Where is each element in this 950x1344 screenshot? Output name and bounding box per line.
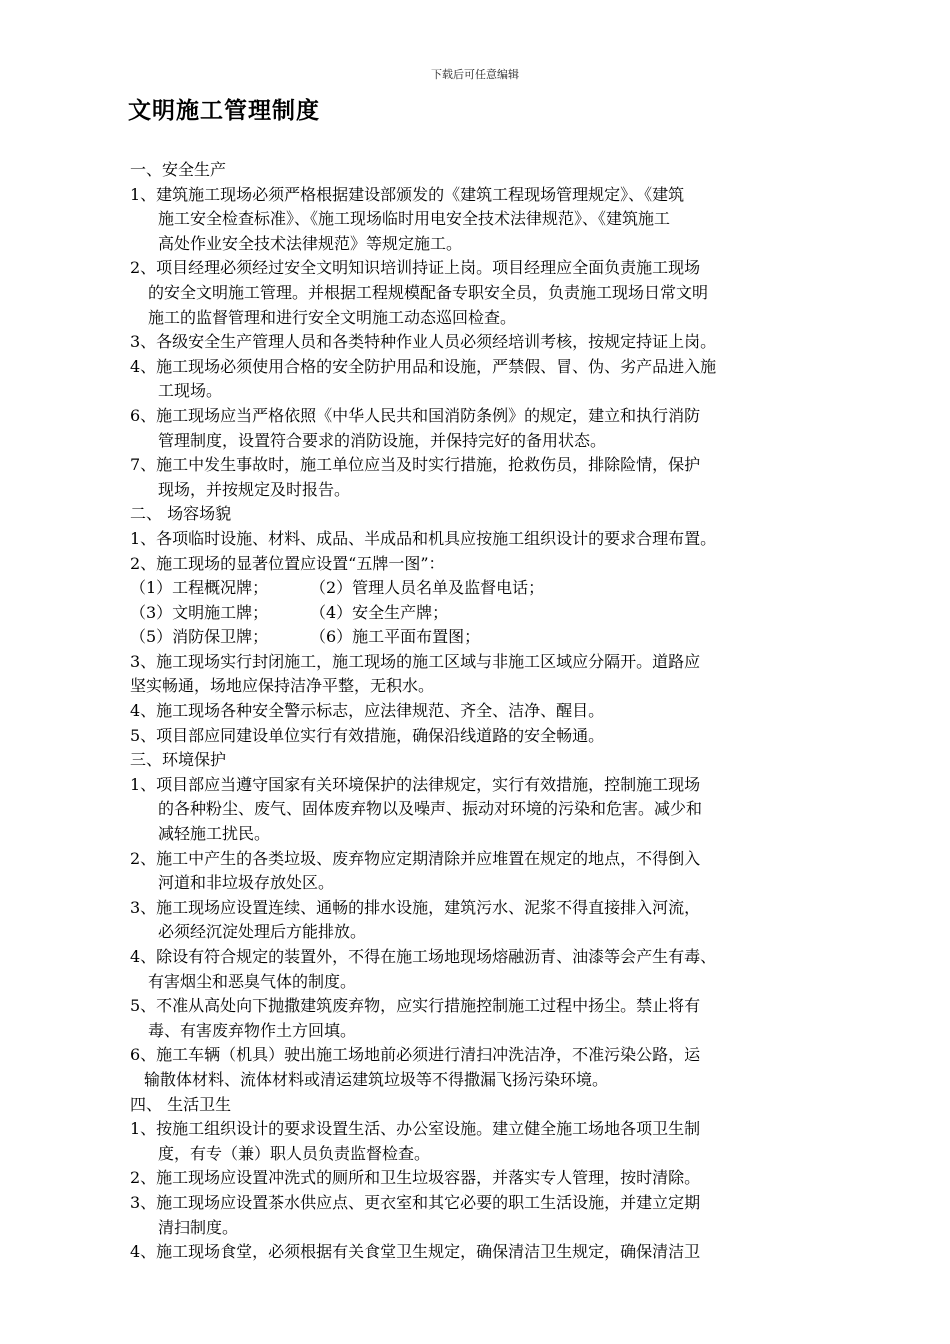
paragraph-line: 1、按施工组织设计的要求设置生活、办公室设施。建立健全施工场地各项卫生制 [130, 1119, 701, 1139]
paragraph-line: 3、施工现场应设置茶水供应点、更衣室和其它必要的职工生活设施，并建立定期 [130, 1192, 701, 1212]
paragraph-line: 4、施工现场各种安全警示标志，应法律规范、齐全、洁净、醒目。 [130, 701, 605, 721]
paragraph-line: 工现场。 [158, 381, 223, 401]
paragraph-line: 7、施工中发生事故时，施工单位应当及时实行措施，抢救伤员，排除险情，保护 [130, 455, 701, 475]
sign-item: （2）管理人员名单及监督电话； [310, 578, 545, 598]
section-heading: 二、 场容场貌 [130, 504, 232, 524]
paragraph-line: 4、施工现场必须使用合格的安全防护用品和设施，严禁假、冒、伪、劣产品进入施 [130, 356, 717, 376]
paragraph-line: 4、除设有符合规定的装置外，不得在施工场地现场熔融沥青、油漆等会产生有毒、 [130, 947, 717, 966]
sign-item: （6）施工平面布置图； [310, 627, 481, 647]
document-title: 文明施工管理制度 [128, 97, 320, 124]
section-heading: 一、安全生产 [130, 160, 227, 179]
paragraph-line: 5、不准从高处向下抛撒建筑废弃物，应实行措施控制施工过程中扬尘。禁止将有 [130, 996, 701, 1016]
paragraph-line: 6、施工车辆（机具）驶出施工场地前必须进行清扫冲洗洁净，不准污染公路，运 [130, 1045, 701, 1065]
paragraph-line: 度，有专（兼）职人员负责监督检查。 [158, 1143, 431, 1163]
sign-list-row [130, 625, 830, 650]
paragraph-line: 河道和非垃圾存放处区。 [158, 873, 335, 893]
paragraph-line: 2、施工现场的显著位置应设置“五牌一图”： [130, 553, 445, 573]
paragraph-line: 必须经沉淀处理后方能排放。 [158, 922, 367, 942]
sign-item: （1）工程概况牌； [130, 578, 269, 598]
paragraph-line: 高处作业安全技术法律规范》等规定施工。 [158, 233, 463, 253]
paragraph-line: 清扫制度。 [158, 1217, 239, 1237]
paragraph-line: 的各种粉尘、废气、固体废弃物以及噪声、振动对环境的污染和危害。减少和 [158, 799, 703, 819]
sign-list-row [130, 576, 830, 601]
paragraph-line: 6、施工现场应当严格依照《中华人民共和国消防条例》的规定，建立和执行消防 [130, 405, 701, 425]
paragraph-line: 2、施工中产生的各类垃圾、废弃物应定期清除并应堆置在规定的地点，不得倒入 [130, 848, 701, 868]
paragraph-line: 4、施工现场食堂，必须根据有关食堂卫生规定，确保清洁卫生规定，确保清洁卫 [130, 1242, 701, 1262]
paragraph-line: 施工安全检查标准》、《施工现场临时用电安全技术法律规范》、《建筑施工 [158, 209, 671, 229]
paragraph-line: 3、施工现场应设置连续、通畅的排水设施，建筑污水、泥浆不得直接排入河流， [130, 897, 701, 917]
page-header: 下载后可任意编辑 [431, 68, 519, 81]
paragraph-line: 2、施工现场应设置冲洗式的厕所和卫生垃圾容器，并落实专人管理，按时清除。 [130, 1168, 701, 1188]
paragraph-line: 现场，并按规定及时报告。 [158, 479, 351, 499]
sign-item: （4）安全生产牌； [310, 602, 449, 622]
paragraph-line: 5、项目部应同建设单位实行有效措施，确保沿线道路的安全畅通。 [130, 725, 605, 745]
paragraph-line: 1、建筑施工现场必须严格根据建设部颁发的《建筑工程现场管理规定》、《建筑 [130, 184, 685, 204]
paragraph-line: 2、项目经理必须经过安全文明知识培训持证上岗。项目经理应全面负责施工现场 [130, 258, 701, 278]
sign-list-row [130, 601, 830, 626]
paragraph-line: 3、各级安全生产管理人员和各类特种作业人员必须经培训考核，按规定持证上岗。 [130, 332, 717, 352]
paragraph-line: 1、项目部应当遵守国家有关环境保护的法律规定，实行有效措施，控制施工现场 [130, 774, 701, 794]
paragraph-line: 施工的监督管理和进行安全文明施工动态巡回检查。 [148, 307, 517, 327]
paragraph-line: 输散体材料、流体材料或清运建筑垃圾等不得撒漏飞扬污染环境。 [144, 1069, 609, 1089]
paragraph-line: 3、施工现场实行封闭施工，施工现场的施工区域与非施工区域应分隔开。道路应 [130, 651, 701, 671]
paragraph-line: 的安全文明施工管理。并根据工程规模配备专职安全员，负责施工现场日常文明 [148, 282, 709, 302]
paragraph-line: 管理制度，设置符合要求的消防设施，并保持完好的备用状态。 [158, 430, 607, 450]
paragraph-line: 有害烟尘和恶臭气体的制度。 [148, 971, 357, 991]
paragraph-line: 毒、有害废弃物作土方回填。 [148, 1020, 357, 1040]
document-body [130, 158, 830, 1265]
paragraph-line: 1、各项临时设施、材料、成品、半成品和机具应按施工组织设计的要求合理布置。 [130, 528, 717, 548]
paragraph-line: 坚实畅通，场地应保持洁净平整，无积水。 [130, 676, 435, 696]
section-heading: 四、 生活卫生 [130, 1094, 232, 1114]
section-heading: 三、环境保护 [130, 750, 227, 770]
sign-item: （3）文明施工牌； [130, 602, 269, 622]
paragraph-line: 减轻施工扰民。 [158, 824, 271, 844]
sign-item: （5）消防保卫牌； [130, 627, 269, 647]
